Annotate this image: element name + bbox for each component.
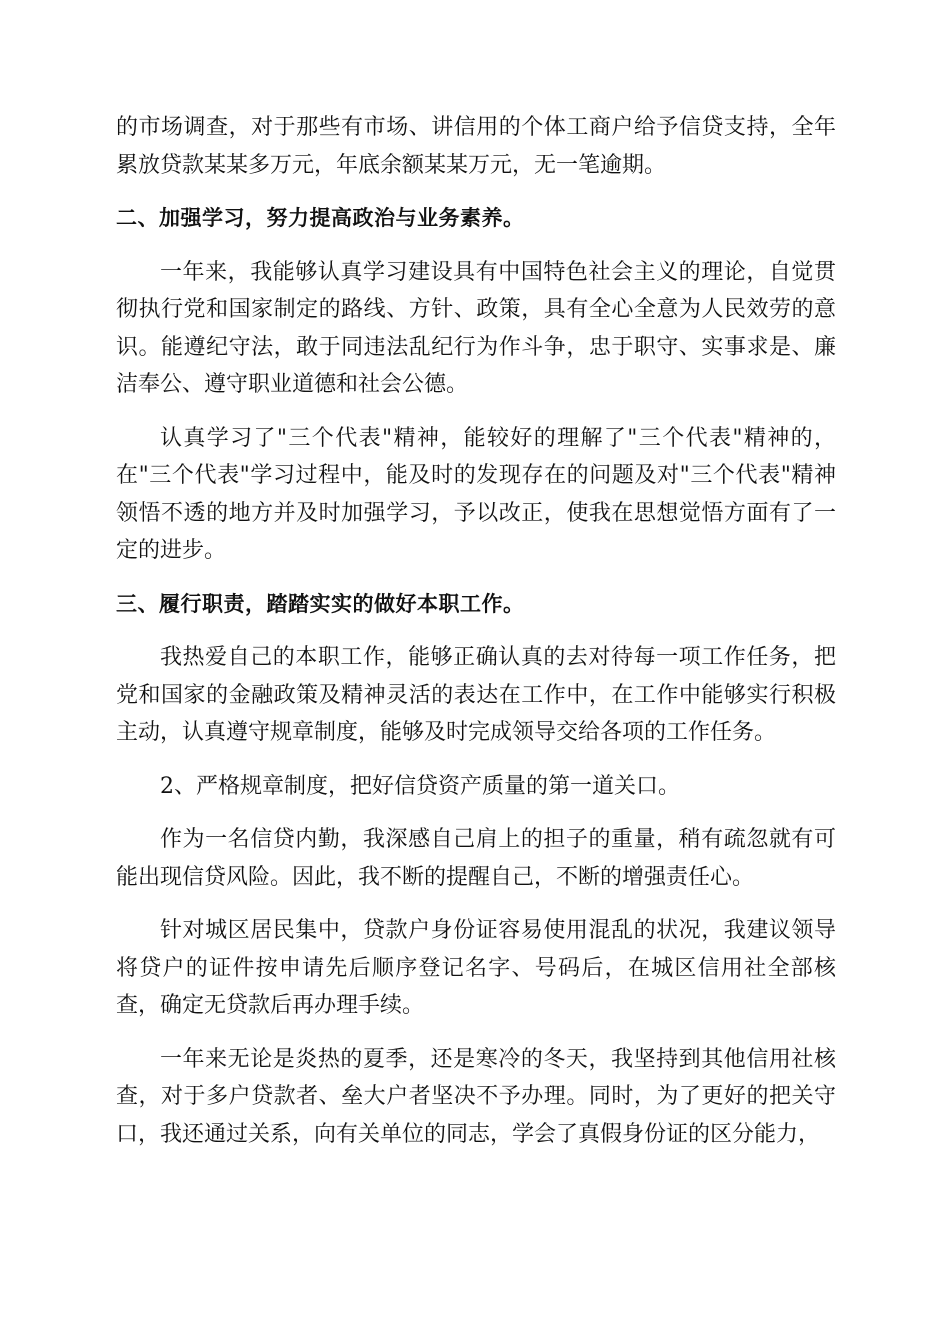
paragraph: 我热爱自己的本职工作，能够正确认真的去对待每一项工作任务，把党和国家的金融政策及精神灵活的表达在工作中，在工作中能够实行积极主动，认真遵守规章制度，能够及时完成领导交给各项的工作任务。 [116, 645, 836, 745]
paragraph: 一年来，我能够认真学习建设具有中国特色社会主义的理论，自觉贯彻执行党和国家制定的路线、方针、政策，具有全心全意为人民效劳的意识。能遵纪守法，敢于同违法乱纪行为作斗争，忠于职守、实事求是、廉洁奉公、遵守职业道德和社会公德。 [116, 259, 836, 397]
paragraph: 一年来无论是炎热的夏季，还是寒冷的冬天，我坚持到其他信用社核查，对于多户贷款者、垒大户者坚决不予办理。同时，为了更好的把关守口，我还通过关系，向有关单位的同志，学会了真假身份证的区分能力， [116, 1046, 836, 1147]
section-heading-2: 二、加强学习，努力提高政治与业务素养。 [116, 206, 525, 230]
paragraph: 的市场调查，对于那些有市场、讲信用的个体工商户给予信贷支持，全年累放贷款某某多万元，年底余额某某万元，无一笔逾期。 [116, 115, 836, 178]
document-body [116, 109, 836, 1169]
paragraph: 认真学习了"三个代表"精神，能较好的理解了"三个代表"精神的，在"三个代表"学习过程中，能及时的发现存在的问题及对"三个代表"精神领悟不透的地方并及时加强学习，予以改正，使我在思想觉悟方面有了一定的进步。 [116, 425, 836, 563]
paragraph: 针对城区居民集中，贷款户身份证容易使用混乱的状况，我建议领导将贷户的证件按申请先后顺序登记名字、号码后，在城区信用社全部核查，确定无贷款后再办理手续。 [116, 918, 836, 1018]
paragraph: 作为一名信贷内勤，我深感自己肩上的担子的重量，稍有疏忽就有可能出现信贷风险。因此，我不断的提醒自己，不断的增强责任心。 [116, 827, 836, 890]
paragraph: 2、严格规章制度，把好信贷资产质量的第一道关口。 [160, 773, 680, 799]
section-heading-3: 三、履行职责，踏踏实实的做好本职工作。 [116, 591, 525, 616]
